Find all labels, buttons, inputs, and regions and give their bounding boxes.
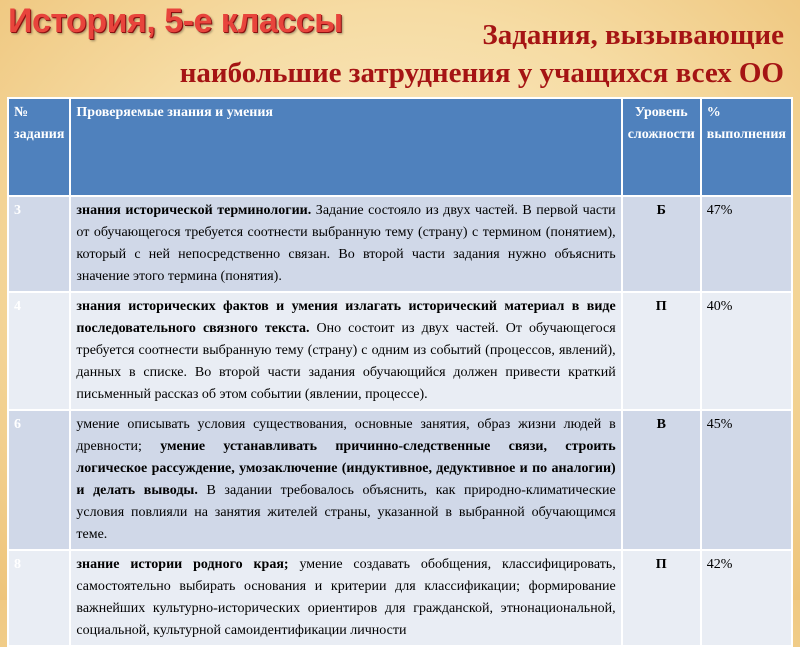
bold-text: знание истории родного края; bbox=[76, 557, 289, 572]
header-task-number: № задания bbox=[8, 98, 70, 196]
task-description bbox=[70, 292, 621, 410]
completion-percent: 40% bbox=[701, 292, 792, 410]
subtitle-line-2: наибольшие затруднения у учащихся всех ОО bbox=[179, 57, 784, 89]
task-description bbox=[70, 196, 621, 292]
task-number: 3 bbox=[8, 196, 70, 292]
task-description bbox=[70, 550, 621, 646]
bold-text: знания исторических фактов и умения излагать исторический материал в виде последовательного связного текста. bbox=[76, 299, 616, 336]
slide-title: История, 5-е классы bbox=[8, 2, 343, 40]
bold-text: знания исторической терминологии. bbox=[76, 203, 312, 218]
difficulty-level: Б bbox=[622, 196, 701, 292]
bold-text: умение устанавливать причинно-следственные связи, строить логическое рассуждение, умозаключение (индуктивное, дедуктивное и по аналогии) и делать выводы. bbox=[76, 439, 616, 498]
completion-percent: 45% bbox=[701, 410, 792, 550]
header-skills: Проверяемые знания и умения bbox=[70, 98, 621, 196]
table-header-row bbox=[8, 98, 792, 196]
difficulty-level: П bbox=[622, 550, 701, 646]
table-row bbox=[8, 550, 792, 646]
task-number: 4 bbox=[8, 292, 70, 410]
tasks-table bbox=[7, 97, 793, 647]
table-row bbox=[8, 196, 792, 292]
difficulty-level: В bbox=[622, 410, 701, 550]
text: умение описывать условия существования, основные занятия, образ жизни людей в древности; bbox=[76, 417, 616, 454]
table-row bbox=[8, 292, 792, 410]
task-number: 8 bbox=[8, 550, 70, 646]
task-number: 6 bbox=[8, 410, 70, 550]
header-percent: % выполнения bbox=[701, 98, 792, 196]
text: В задании требовалось объяснить, как природно-климатические условия повлияли на занятия жителей страны, указанной в выбранной обучающимся теме. bbox=[76, 483, 616, 542]
subtitle-line-1: Задания, вызывающие bbox=[482, 19, 784, 51]
completion-percent: 47% bbox=[701, 196, 792, 292]
header-difficulty: Уровень сложности bbox=[622, 98, 701, 196]
slide-subtitle bbox=[180, 16, 784, 92]
task-description bbox=[70, 410, 621, 550]
difficulty-level: П bbox=[622, 292, 701, 410]
text: Оно состоит из двух частей. От обучающегося требуется соотнести выбранную тему (страну) с одним из событий (процессов, явлений), данных в списке. Во второй части задания обучающийся должен привести краткий письменный рассказ об этом событии (явлении, процессе). bbox=[76, 321, 616, 402]
table-row bbox=[8, 410, 792, 550]
text: умение создавать обобщения, классифицировать, самостоятельно выбирать основания и критерии для классификации; формирование важнейших культурно-исторических ориентиров для гражданской, этнонациональной, социальной, культурной самоидентификации личности bbox=[76, 557, 616, 638]
completion-percent: 42% bbox=[701, 550, 792, 646]
text: Задание состояло из двух частей. В первой части от обучающегося требуется соотнести выбранную тему (страну) с термином (понятием), который с ней непосредственно связан. Во второй части задания нужно объяснить значение этого термина (понятия). bbox=[76, 203, 616, 284]
